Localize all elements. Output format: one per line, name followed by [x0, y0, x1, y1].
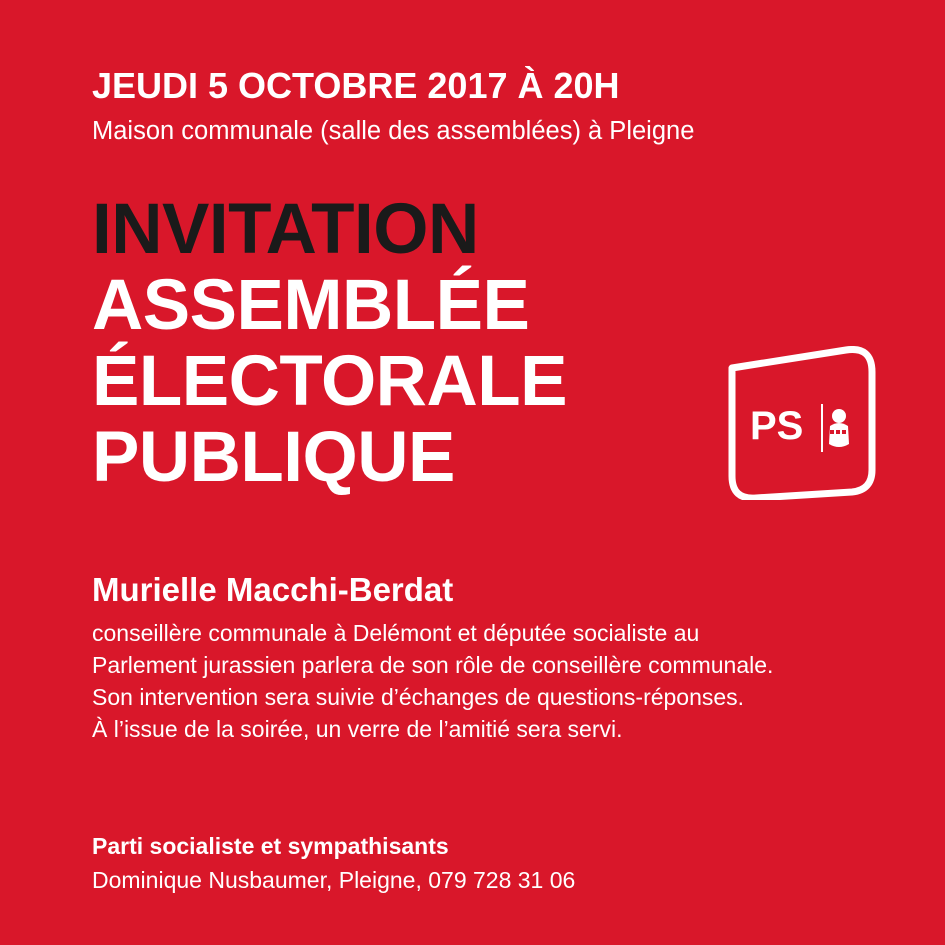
- headline: [92, 192, 567, 496]
- speaker-name: Murielle Macchi-Berdat: [92, 571, 454, 608]
- headline-electorale: ÉLECTORALE: [92, 342, 567, 421]
- description-line: Son intervention sera suivie d’échanges de questions-réponses.: [92, 684, 745, 710]
- organizer: Parti socialiste et sympathisants: [92, 833, 449, 859]
- event-date-time: JEUDI 5 OCTOBRE 2017 À 20H: [92, 65, 620, 106]
- headline-assemblee: ASSEMBLÉE: [92, 266, 530, 345]
- rose-fist-icon: [829, 409, 849, 447]
- headline-invitation: INVITATION: [92, 190, 479, 269]
- description-line: conseillère communale à Delémont et députée socialiste au: [92, 620, 700, 646]
- logo-text: PS: [750, 404, 804, 448]
- contact-info: Dominique Nusbaumer, Pleigne, 079 728 31 06: [92, 867, 576, 893]
- event-venue: Maison communale (salle des assemblées) à Pleigne: [92, 117, 695, 145]
- speaker-description: [92, 617, 773, 745]
- headline-publique: PUBLIQUE: [92, 418, 455, 497]
- ps-logo: [726, 346, 876, 500]
- description-line: À l’issue de la soirée, un verre de l’amitié sera servi.: [92, 716, 623, 742]
- description-line: Parlement jurassien parlera de son rôle de conseillère communale.: [92, 652, 774, 678]
